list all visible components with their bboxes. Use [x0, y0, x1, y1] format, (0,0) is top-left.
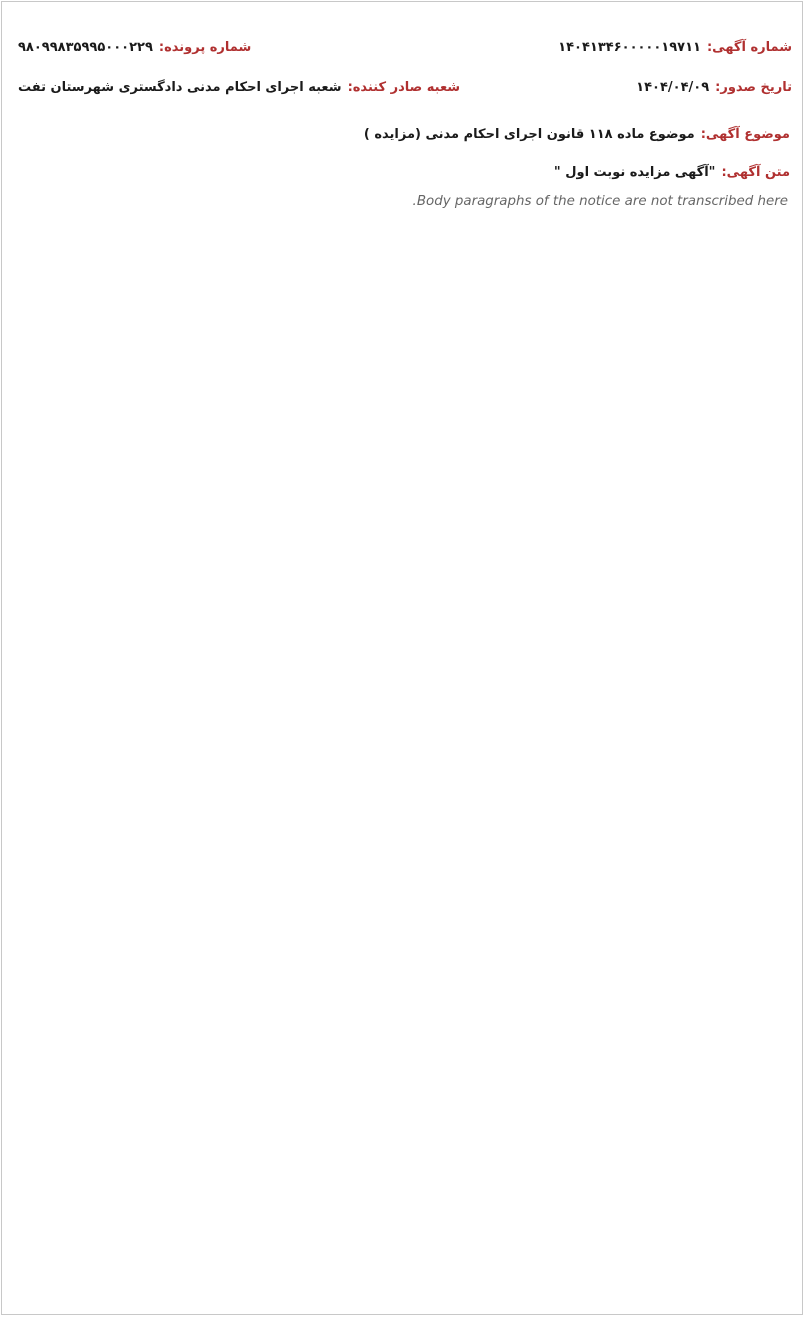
- case-number: [18, 40, 251, 55]
- issuer: [18, 80, 460, 95]
- case-number-label: شماره پرونده:: [158, 39, 252, 55]
- ad-number-value: ۱۴۰۴۱۳۴۶۰۰۰۰۰۱۹۷۱۱: [558, 39, 701, 55]
- header-row-1: [18, 32, 792, 62]
- ad-text-title: "آگهی مزایده نوبت اول ": [553, 164, 716, 180]
- issue-date: [636, 80, 792, 95]
- document-frame: [1, 1, 803, 1315]
- ad-number-label: شماره آگهی:: [706, 39, 792, 55]
- watermark: [52, 522, 752, 622]
- subject-row: [18, 122, 790, 146]
- case-number-value: ۹۸۰۹۹۸۳۵۹۹۵۰۰۰۲۲۹: [18, 39, 153, 55]
- header-row-2: [18, 72, 792, 102]
- ad-text-label: متن آگهی:: [721, 164, 790, 180]
- ad-text-title-row: [18, 160, 790, 184]
- issue-date-label: تاریخ صدور:: [715, 79, 792, 95]
- subject-label: موضوع آگهی:: [700, 126, 790, 142]
- issue-date-value: ۱۴۰۴/۰۴/۰۹: [636, 79, 710, 95]
- issuer-value: شعبه اجرای احکام مدنی دادگستری شهرستان تفت: [18, 79, 342, 95]
- issuer-label: شعبه صادر کننده:: [347, 79, 461, 95]
- ad-number: [558, 40, 792, 55]
- subject-value: موضوع ماده ۱۱۸ قانون اجرای احکام مدنی (مزایده ): [363, 126, 695, 142]
- body-placeholder: Body paragraphs of the notice are not transcribed here.: [412, 194, 788, 209]
- ad-body: [16, 190, 788, 223]
